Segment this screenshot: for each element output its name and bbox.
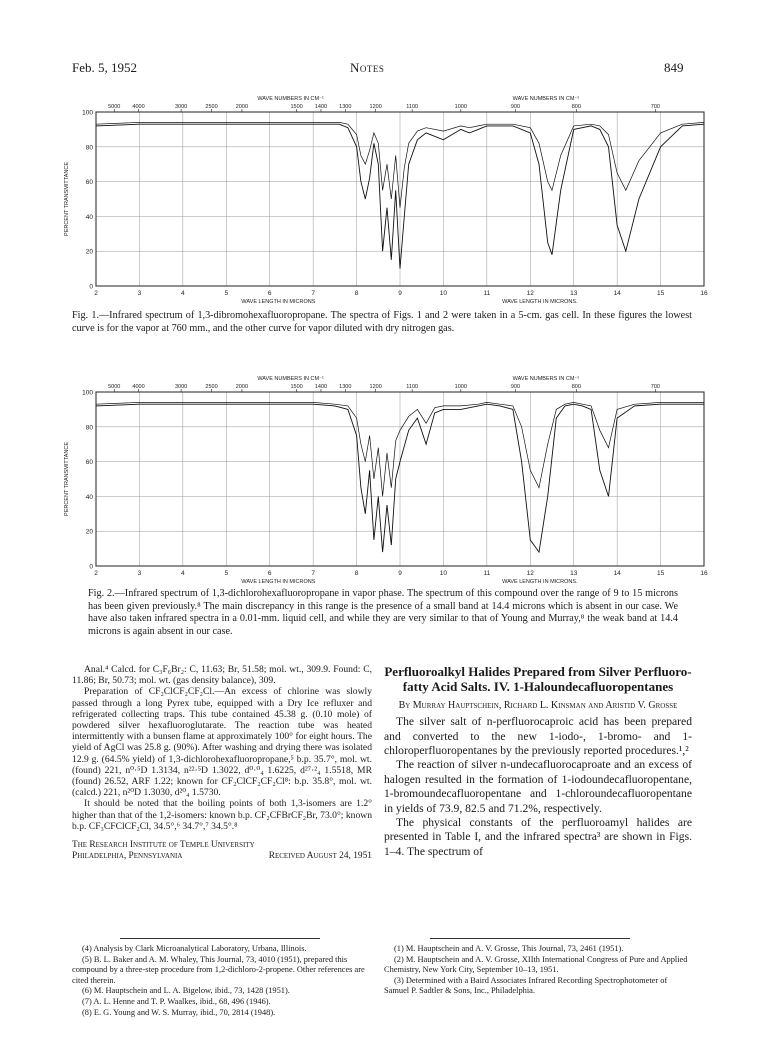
x-axis-title: WAVE LENGTH IN MICRONS. bbox=[502, 579, 578, 584]
figure-2-caption: Fig. 2.—Infrared spectrum of 1,3-dichlorohexafluoropropane in vapor phase. The spectrum of this compound over the range of 9 to 15 microns has been given previously.⁸ The main discrepancy in this range is the presence of a small band at 14.4 microns which is absent in our case. We have also taken infrared spectra in a 0.01-mm. liquid cell, and while they are very similar to that of Young and Murray,⁸ the weak band at 14.4 microns is again absent in our case. bbox=[88, 588, 678, 637]
x-axis-title: WAVE LENGTH IN MICRONS bbox=[241, 299, 316, 304]
top-tick-label: 1100 bbox=[406, 384, 419, 390]
top-axis-title: WAVE NUMBERS IN CM⁻¹ bbox=[512, 96, 580, 102]
y-tick-label: 60 bbox=[85, 179, 93, 187]
top-tick-label: 1000 bbox=[454, 104, 467, 110]
top-tick-label: 2000 bbox=[235, 384, 249, 390]
x-axis-title: WAVE LENGTH IN MICRONS bbox=[241, 579, 316, 584]
right-column bbox=[384, 664, 692, 859]
figure-1 bbox=[60, 92, 716, 304]
y-tick-label: 0 bbox=[89, 563, 93, 571]
figure-2-spectrum bbox=[60, 372, 716, 584]
top-tick-label: 2500 bbox=[205, 384, 218, 390]
figure-1-spectrum bbox=[60, 92, 716, 304]
footnote: (5) B. L. Baker and A. M. Whaley, This Journal, 73, 4010 (1951), prepared this compound by a three-step procedure from 1,2-dichloro-2-propene. Other references are cited therein. bbox=[72, 954, 365, 985]
top-axis-title: WAVE NUMBERS IN CM⁻¹ bbox=[257, 376, 324, 382]
x-tick-label: 9 bbox=[398, 570, 402, 577]
top-tick-label: 5000 bbox=[108, 104, 121, 110]
top-tick-label: 1200 bbox=[369, 104, 382, 110]
top-tick-label: 900 bbox=[510, 104, 521, 110]
y-tick-label: 20 bbox=[85, 528, 93, 536]
x-tick-label: 4 bbox=[181, 570, 185, 577]
footnote: (1) M. Hauptschein and A. V. Grosse, This Journal, 73, 2461 (1951). bbox=[394, 944, 624, 953]
y-axis-title: PERCENT TRANSMITTANCE bbox=[64, 442, 70, 516]
y-tick-label: 20 bbox=[85, 248, 93, 256]
right-footnotes bbox=[384, 944, 692, 997]
top-axis-title: WAVE NUMBERS IN CM⁻¹ bbox=[512, 376, 580, 382]
y-tick-label: 0 bbox=[89, 283, 93, 291]
x-tick-label: 10 bbox=[439, 290, 448, 297]
x-tick-label: 14 bbox=[613, 570, 621, 577]
top-tick-label: 5000 bbox=[108, 384, 121, 390]
y-tick-label: 80 bbox=[85, 144, 93, 152]
footnote: (4) Analysis by Clark Microanalytical Laboratory, Urbana, Illinois. bbox=[82, 944, 307, 953]
y-tick-label: 60 bbox=[85, 459, 93, 467]
y-tick-label: 80 bbox=[85, 424, 93, 432]
top-tick-label: 4000 bbox=[132, 384, 145, 390]
x-tick-label: 6 bbox=[267, 290, 272, 297]
x-tick-label: 15 bbox=[656, 290, 665, 297]
x-tick-label: 4 bbox=[181, 290, 185, 297]
top-tick-label: 1000 bbox=[454, 384, 467, 390]
top-tick-label: 2500 bbox=[205, 104, 218, 110]
footnote: (7) A. L. Henne and T. P. Waalkes, ibid., 68, 496 (1946). bbox=[82, 996, 271, 1006]
x-tick-label: 5 bbox=[224, 290, 229, 297]
y-tick-label: 100 bbox=[82, 109, 93, 117]
top-tick-label: 1500 bbox=[290, 384, 303, 390]
running-header-page: 849 bbox=[664, 60, 684, 75]
top-tick-label: 800 bbox=[571, 104, 581, 110]
x-tick-label: 12 bbox=[526, 570, 534, 577]
preparation-paragraph: Preparation of CF₂ClCF₂CF₂Cl.—An excess of chlorine was slowly passed through a long Pyrex tube, equipped with a Dry Ice refluxer and refrigerated collecting traps. This tube contained 45.38 g. (0.10 mole) of powdered silver hexafluoroglutarate. The reaction tube was heated intermittently with a bunsen flame at approximately 100° for eight hours. The yield of AgCl was 25.8 g. (90%). After washing and drying there was isolated 12.9 g. (64.5% yield) of 1,3-dichlorohexafluoropropane,⁵ b.p. 35.7°, mol. wt. (found) 221, n⁰·⁵D 1.3134, n²²·⁵D 1.3022, d⁰·⁰₄ 1.6225, d²⁷·²₄ 1.5518, MR (found) 26.52, ARF 1.22; known for CF₂ClCF₂CF₂Cl⁸: b.p. 35.8°, mol. wt. (calcd.) 221, n²⁰D 1.3030, d²⁰₄ 1.5730. bbox=[72, 686, 372, 799]
x-tick-label: 13 bbox=[570, 570, 578, 577]
footnote: (2) M. Hauptschein and A. V. Grosse, XIIth International Congress of Pure and Applied Chemistry, New York City, September 10–13, 1951. bbox=[384, 954, 688, 975]
top-tick-label: 900 bbox=[510, 384, 521, 390]
top-tick-label: 1500 bbox=[290, 104, 303, 110]
x-tick-label: 14 bbox=[613, 290, 621, 297]
left-footnotes bbox=[72, 944, 372, 1018]
x-tick-label: 11 bbox=[483, 570, 491, 577]
reaction-paragraph: The reaction of silver n-undecafluorocaproate and an excess of halogen resulted in the formation of 1-iodoundecafluoropentane, 1-bromoundecafluoropentane and 1-chloroundecafluoropentane in yields of 73.9, 82.5 and 71.2%, respectively. bbox=[384, 758, 692, 815]
top-tick-label: 700 bbox=[650, 104, 660, 110]
x-tick-label: 12 bbox=[526, 290, 534, 297]
x-tick-label: 13 bbox=[570, 290, 578, 297]
x-tick-label: 7 bbox=[311, 570, 315, 577]
x-tick-label: 10 bbox=[439, 570, 448, 577]
affiliation-city: Philadelphia, Pennsylvania bbox=[72, 851, 183, 862]
x-tick-label: 11 bbox=[483, 290, 491, 297]
x-tick-label: 7 bbox=[311, 290, 315, 297]
footnote-rule-right bbox=[430, 938, 630, 939]
x-tick-label: 9 bbox=[398, 290, 402, 297]
x-tick-label: 16 bbox=[700, 570, 708, 577]
top-tick-label: 3000 bbox=[174, 384, 188, 390]
top-tick-label: 1200 bbox=[369, 384, 382, 390]
y-tick-label: 100 bbox=[82, 389, 93, 397]
figure-2 bbox=[60, 372, 716, 584]
x-tick-label: 8 bbox=[354, 570, 359, 577]
footnote: (3) Determined with a Baird Associates Infrared Recording Spectrophotometer of Samuel P. Sadtler & Sons, Inc., Philadelphia. bbox=[384, 975, 668, 996]
article-title: Perfluoroalkyl Halides Prepared from Silver Perfluoro-fatty Acid Salts. IV. 1-Haloundecafluoropentanes bbox=[384, 664, 692, 694]
top-tick-label: 1300 bbox=[339, 104, 352, 110]
footnote-rule-left bbox=[120, 938, 320, 939]
x-tick-label: 6 bbox=[267, 570, 272, 577]
x-axis-title: WAVE LENGTH IN MICRONS. bbox=[502, 299, 578, 304]
top-tick-label: 1400 bbox=[314, 104, 328, 110]
top-tick-label: 1300 bbox=[339, 384, 352, 390]
article-authors: By Murray Hauptschein, Richard L. Kinsman and Aristid V. Grosse bbox=[398, 700, 678, 711]
intro-paragraph: The silver salt of n-perfluorocaproic acid has been prepared and converted to the new 1-iodo-, 1-bromo- and 1-chloroperfluoropentanes by the previously reported procedures.¹,² bbox=[384, 715, 692, 758]
x-tick-label: 3 bbox=[137, 290, 142, 297]
analysis-paragraph: Anal.⁴ Calcd. for C₃F₆Br₂: C, 11.63; Br, 51.58; mol. wt., 309.9. Found: C, 11.86; Br, 50.73; mol. wt. (gas density balance), 309. bbox=[72, 664, 372, 687]
boiling-point-paragraph: It should be noted that the boiling points of both 1,3-isomers are 1.2° higher than that of the 1,2-isomers: known b.p. CF₂CFBrCF₂Br, 73.0°; known b.p. CF₃CFClCF₂Cl, 34.5°,⁶ 34.7°,⁷ 34.5°.⁸ bbox=[72, 798, 372, 832]
y-tick-label: 40 bbox=[85, 493, 93, 501]
left-column bbox=[72, 664, 372, 862]
y-axis-title: PERCENT TRANSMITTANCE bbox=[64, 162, 70, 236]
received-date: Received August 24, 1951 bbox=[268, 851, 372, 862]
top-tick-label: 1100 bbox=[406, 104, 419, 110]
x-tick-label: 2 bbox=[94, 290, 98, 297]
x-tick-label: 16 bbox=[700, 290, 708, 297]
figure-1-caption: Fig. 1.—Infrared spectrum of 1,3-dibromohexafluoropropane. The spectra of Figs. 1 and 2 were taken in a 5-cm. gas cell. In these figures the lowest curve is for the vapor at 760 mm., and the other curve for vapor diluted with dry nitrogen gas. bbox=[72, 310, 692, 334]
footnote: (8) E. G. Young and W. S. Murray, ibid., 70, 2814 (1948). bbox=[82, 1007, 276, 1017]
top-tick-label: 700 bbox=[650, 384, 660, 390]
top-tick-label: 2000 bbox=[235, 104, 249, 110]
running-header-date: Feb. 5, 1952 bbox=[72, 60, 137, 75]
x-tick-label: 5 bbox=[224, 570, 229, 577]
constants-paragraph: The physical constants of the perfluoroamyl halides are presented in Table I, and the infrared spectra³ are shown in Figs. 1–4. The spectrum of bbox=[384, 816, 692, 858]
x-tick-label: 8 bbox=[354, 290, 359, 297]
y-tick-label: 40 bbox=[85, 213, 93, 221]
footnote: (6) M. Hauptschein and L. A. Bigelow, ibid., 73, 1428 (1951). bbox=[82, 986, 290, 996]
top-tick-label: 1400 bbox=[314, 384, 328, 390]
top-tick-label: 4000 bbox=[132, 104, 145, 110]
running-header-section: Notes bbox=[350, 60, 385, 75]
affiliation-institute: The Research Institute of Temple University bbox=[72, 840, 255, 851]
x-tick-label: 2 bbox=[94, 570, 98, 577]
x-tick-label: 15 bbox=[656, 570, 665, 577]
top-tick-label: 800 bbox=[571, 384, 581, 390]
top-tick-label: 3000 bbox=[174, 104, 188, 110]
x-tick-label: 3 bbox=[137, 570, 142, 577]
top-axis-title: WAVE NUMBERS IN CM⁻¹ bbox=[257, 96, 324, 102]
